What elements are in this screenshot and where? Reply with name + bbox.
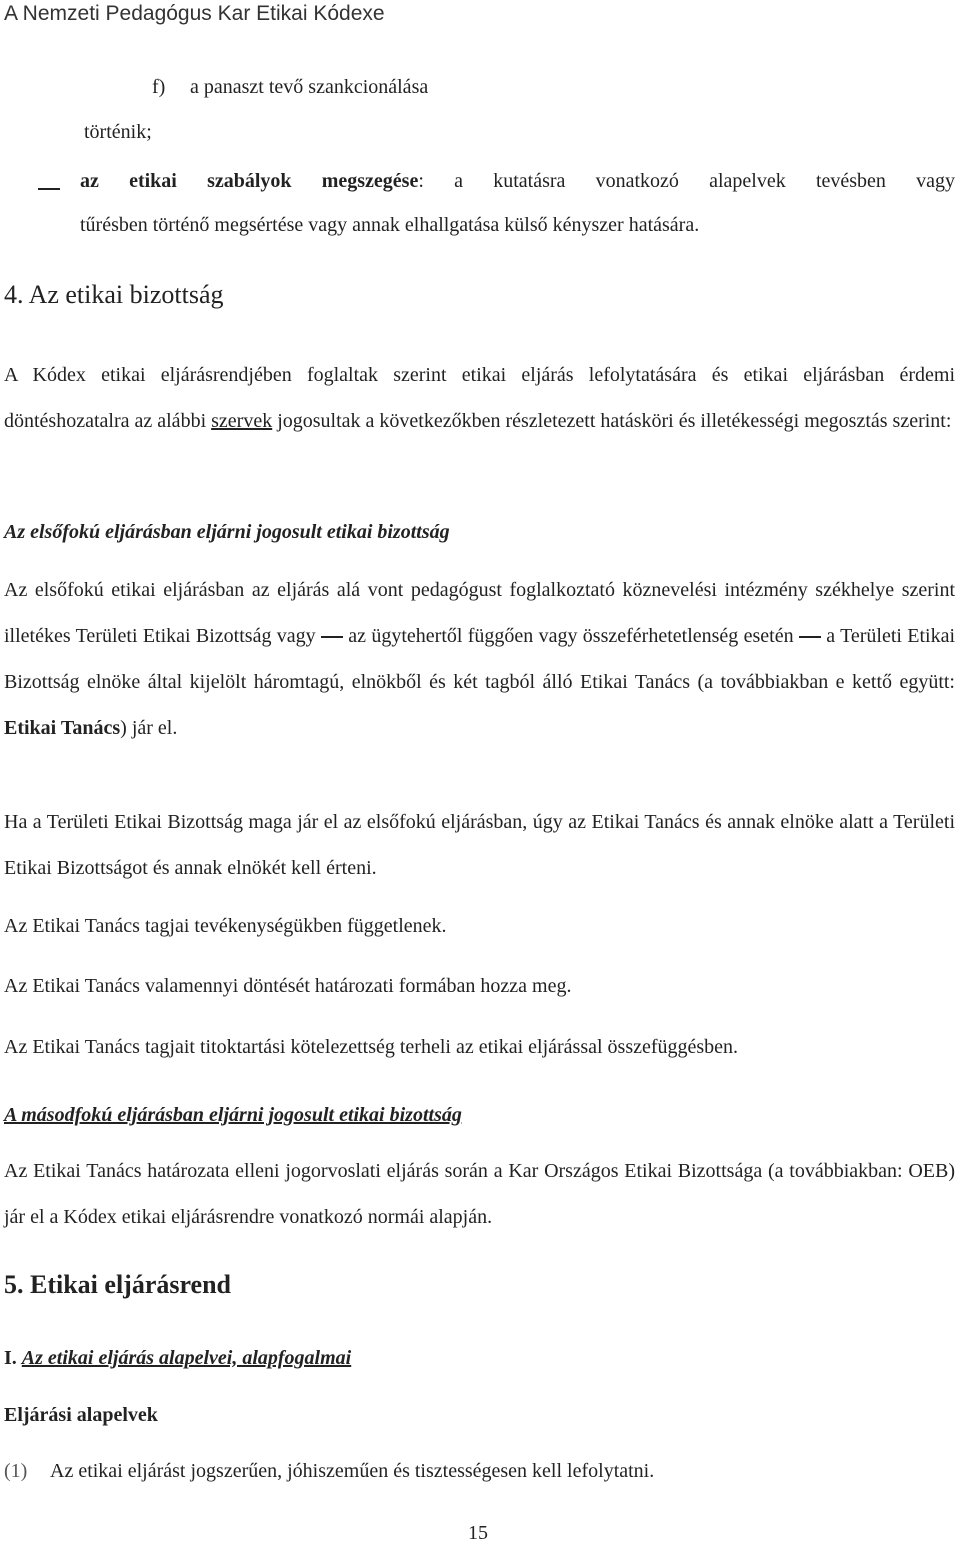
subsection-heading-first-instance: Az elsőfokú eljárásban eljárni jogosult etikai bizottság — [4, 521, 450, 543]
bullet-term: az etikai szabályok megszegése — [80, 170, 419, 192]
section-heading: 4. Az etikai bizottság — [4, 280, 224, 309]
p2-text-d: ) jár el. — [120, 717, 178, 739]
paragraph-7: Az Etikai Tanács határozata elleni jogorvoslati eljárás során a Kar Országos Etikai Bizottsága (a továbbiakban: OEB) jár el a Kódex etikai eljárásrendre vonatkozó normái alapján. — [4, 1160, 955, 1228]
paragraph-6: Az Etikai Tanács tagjait titoktartási kötelezettség terheli az etikai eljárással összefüggésben. — [4, 1036, 739, 1058]
bullet-line-2: tűrésben történő megsértése vagy annak elhallgatása külső kényszer hatására. — [80, 214, 700, 236]
paragraph-1 — [4, 352, 955, 444]
dash-icon — [321, 636, 343, 638]
list-item-continuation: történik; — [84, 121, 152, 143]
etikai-tanacs-bold: Etikai Tanács — [4, 717, 121, 739]
dash-icon — [799, 636, 821, 638]
p2-text-a: Az elsőfokú etikai eljárásban az eljárás alá vont pedagógust foglalkoztató köznevelési intézmény székhelye szerint illetékes Területi Etikai Bizottság vagy — [4, 579, 955, 647]
subsection-title: Az etikai eljárás alapelvei, alapfogalmai — [21, 1347, 352, 1369]
item-number: (1) — [4, 1460, 28, 1482]
section-heading: 5. Etikai eljárásrend — [4, 1270, 232, 1299]
subsection-heading-second-instance: A másodfokú eljárásban eljárni jogosult etikai bizottság — [4, 1104, 462, 1126]
bullet-line-1 — [80, 169, 955, 193]
list-item-label: f) — [152, 76, 166, 98]
p2-text-c: a Területi Etikai Bizottság elnöke által kijelölt háromtagú, elnökből és két tagból álló Etikai Tanács (a továbbiakban e kettő együtt: — [4, 625, 956, 693]
p1-text-after: jogosultak a következőkben részletezett hatásköri és illetékességi megosztás szerint: — [272, 410, 952, 432]
roman-numeral: I. — [4, 1347, 17, 1369]
p2-text-b: az ügytehertől függően vagy összeférhetetlenség esetén — [348, 625, 794, 647]
paragraph-5: Az Etikai Tanács valamennyi döntését határozati formában hozza meg. — [4, 975, 572, 997]
page-number: 15 — [468, 1522, 488, 1544]
szervek-link[interactable]: szervek — [211, 410, 273, 432]
item-text: Az etikai eljárást jogszerűen, jóhiszeműen és tisztességesen kell lefolytatni. — [50, 1460, 655, 1482]
dash-bullet-icon — [38, 180, 60, 198]
paragraph-2 — [4, 567, 955, 751]
bullet-rest: : a kutatásra vonatkozó alapelvek tevésben vagy — [418, 170, 955, 192]
subsection-heading-principles — [4, 1346, 351, 1370]
list-item-text: a panaszt tevő szankcionálása — [190, 76, 429, 98]
paragraph-4: Az Etikai Tanács tagjai tevékenységükben függetlenek. — [4, 915, 447, 937]
subsection-heading-procedural: Eljárási alapelvek — [4, 1404, 158, 1426]
page-header-title: A Nemzeti Pedagógus Kar Etikai Kódexe — [4, 2, 385, 25]
paragraph-3: Ha a Területi Etikai Bizottság maga jár el az elsőfokú eljárásban, úgy az Etikai Tanács és annak elnöke alatt a Területi Etikai Bizottságot és annak elnökét kell érteni. — [4, 811, 955, 879]
p1-text-before: A Kódex etikai eljárásrendjében foglaltak szerint etikai eljárás lefolytatására és etikai eljárásban érdemi döntéshozatalra az alábbi — [4, 364, 955, 432]
